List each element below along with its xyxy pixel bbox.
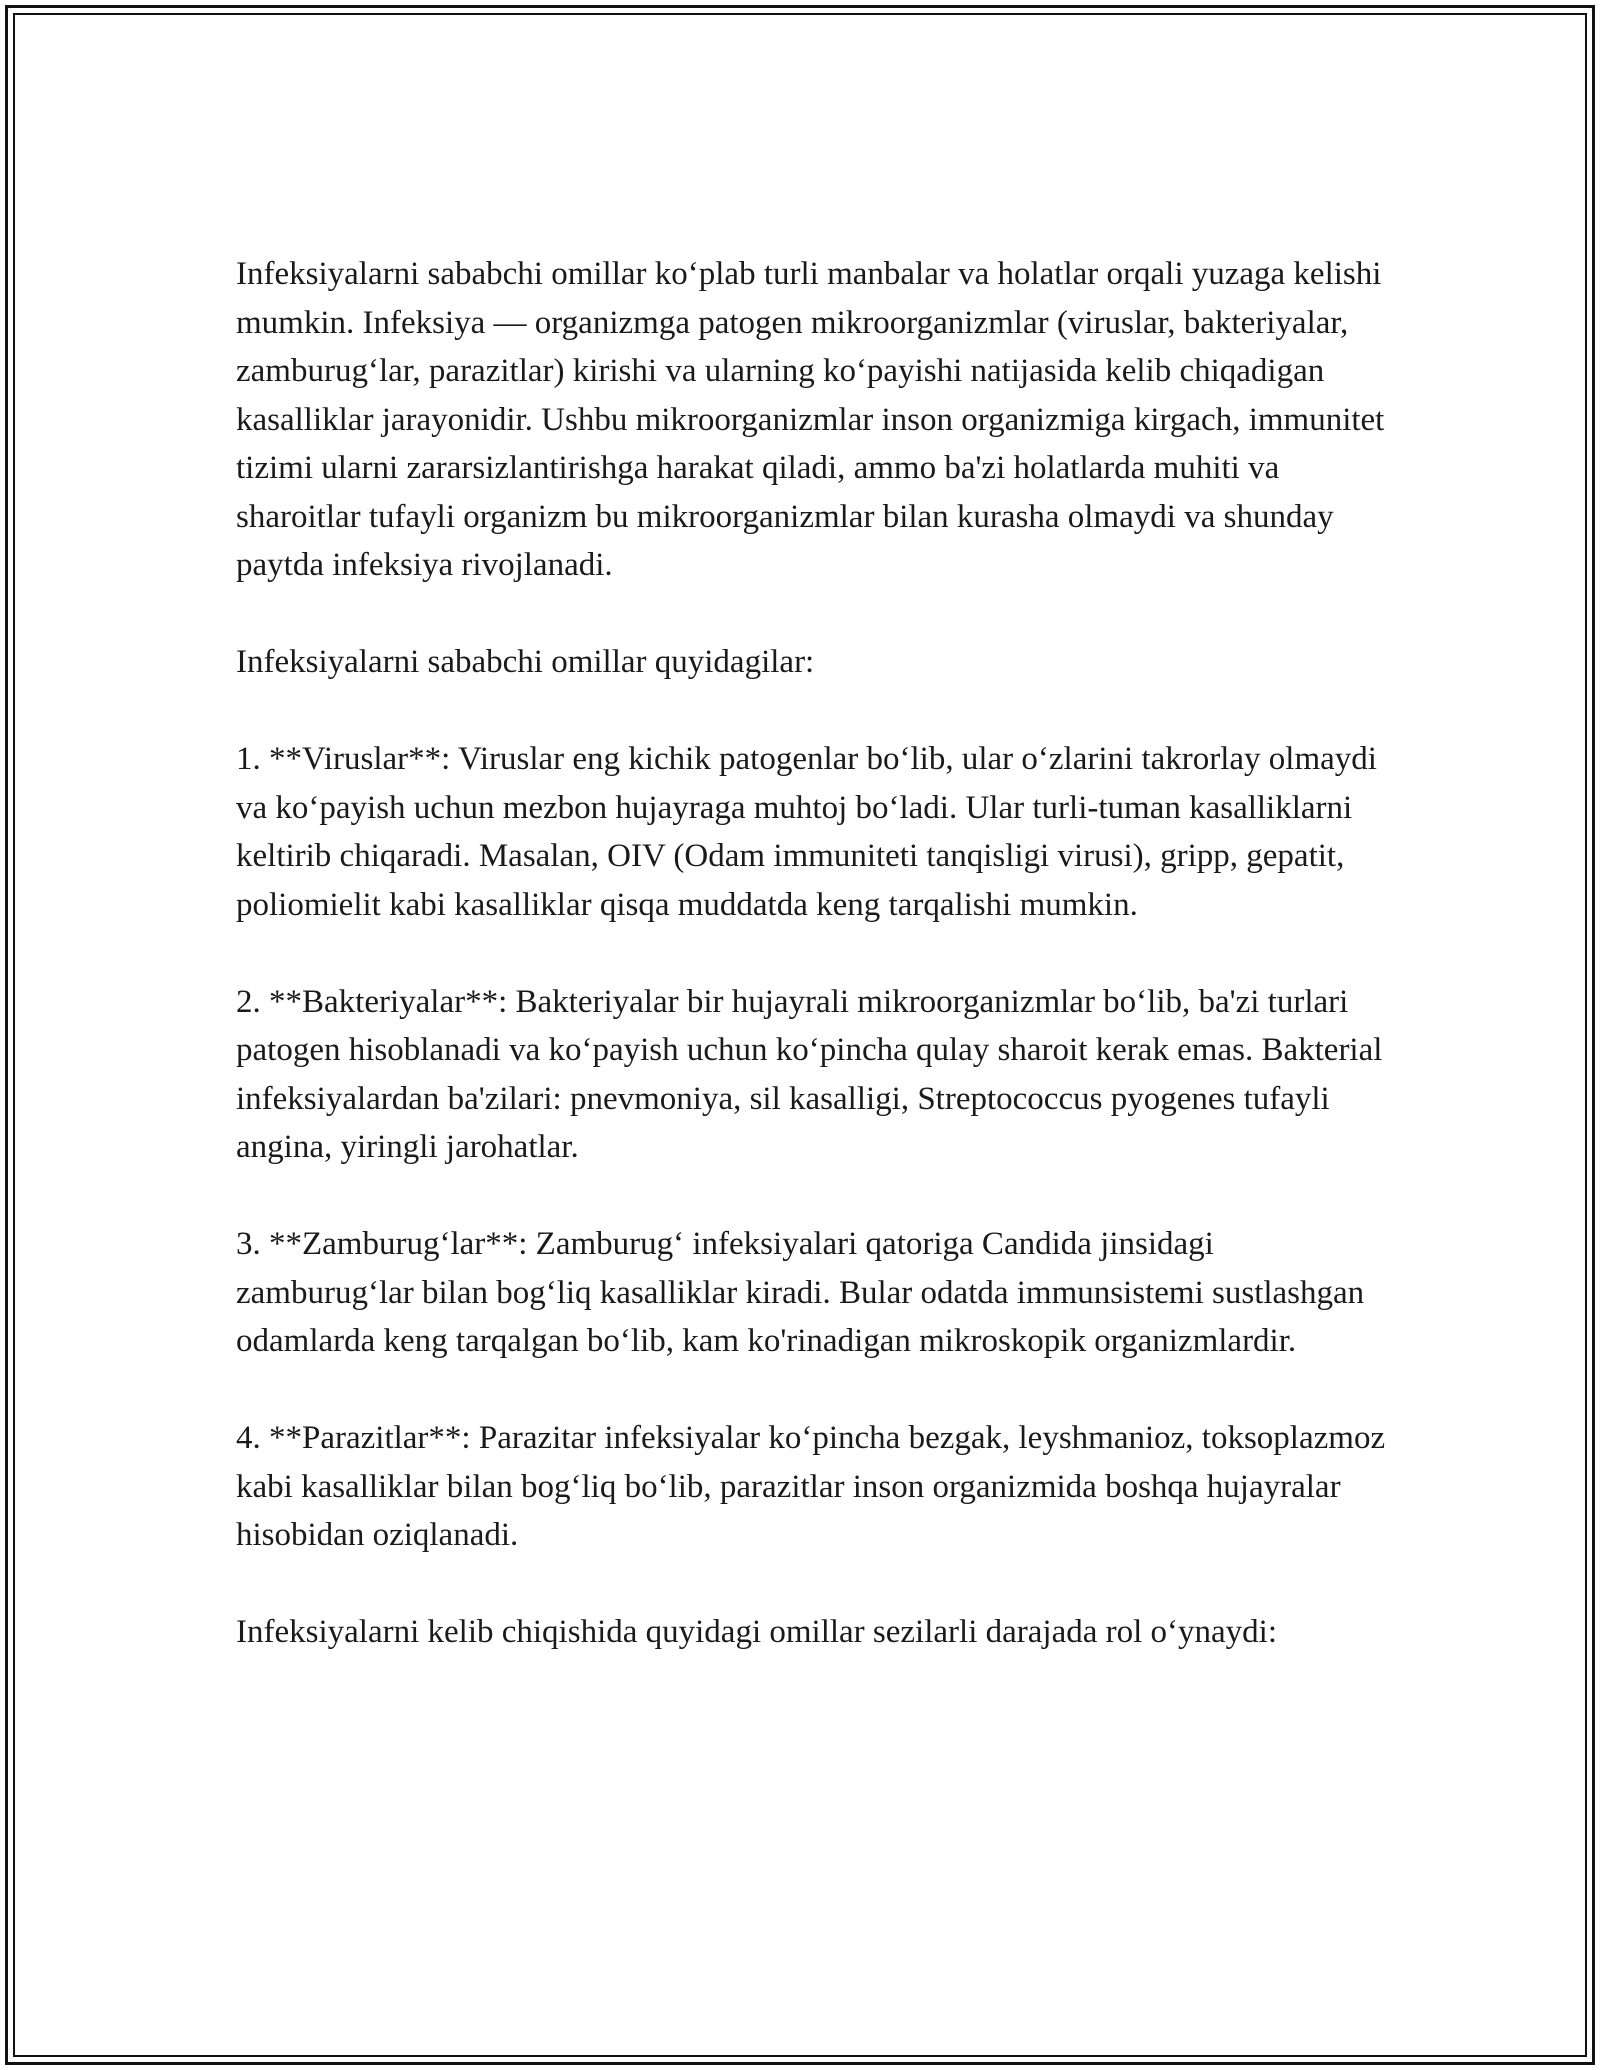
list-item-parasites: 4. **Parazitlar**: Parazitar infeksiyalar koʻpincha bezgak, leyshmanioz, toksoplazmoz kabi kasalliklar bilan bogʻliq boʻlib, parazitlar inson organizmida boshqa hujayralar hisobidan oziqlanadi. <box>236 1420 1386 1553</box>
list-item-fungi: 3. **Zamburugʻlar**: Zamburugʻ infeksiyalari qatoriga Candida jinsidagi zamburugʻlar bilan bogʻliq kasalliklar kiradi. Bular odatda immunsistemi sustlashgan odamlarda keng tarqalgan boʻlib, kam ko'rinadigan mikroskopik organizmlardir. <box>236 1226 1365 1359</box>
list-item-viruses: 1. **Viruslar**: Viruslar eng kichik patogenlar boʻlib, ular oʻzlarini takrorlay olmaydi va koʻpayish uchun mezbon hujayraga muhtoj boʻladi. Ular turli-tuman kasalliklarni keltirib chiqaradi. Masalan, OIV (Odam immuniteti tanqisligi virusi), gripp, gepatit, poliomielit kabi kasalliklar qisqa muddatda keng tarqalishi mumkin. <box>236 741 1377 923</box>
list-item-bacteria: 2. **Bakteriyalar**: Bakteriyalar bir hujayrali mikroorganizmlar boʻlib, ba'zi turlari patogen hisoblanadi va koʻpayish uchun koʻpincha qulay sharoit kerak emas. Bakterial infeksiyalardan ba'zilari: pnevmoniya, sil kasalligi, Streptococcus pyogenes tufayli angina, yiringli jarohatlar. <box>236 983 1383 1165</box>
document-body <box>236 250 1386 1657</box>
causes-heading-paragraph: Infeksiyalarni sababchi omillar quyidagilar: <box>236 644 815 680</box>
intro-paragraph: Infeksiyalarni sababchi omillar koʻplab turli manbalar va holatlar orqali yuzaga kelishi mumkin. Infeksiya — organizmga patogen mikroorganizmlar (viruslar, bakteriyalar, zamburugʻlar, parazitlar) kirishi va ularning koʻpayishi natijasida kelib chiqadigan kasalliklar jarayonidir. Ushbu mikroorganizmlar inson organizmiga kirgach, immunitet tizimi ularni zararsizlantirishga harakat qiladi, ammo ba'zi holatlarda muhiti va sharoitlar tufayli organizm bu mikroorganizmlar bilan kurasha olmaydi va shunday paytda infeksiya rivojlanadi. <box>236 256 1385 583</box>
factors-paragraph: Infeksiyalarni kelib chiqishida quyidagi omillar sezilarli darajada rol oʻynaydi: <box>236 1614 1277 1650</box>
